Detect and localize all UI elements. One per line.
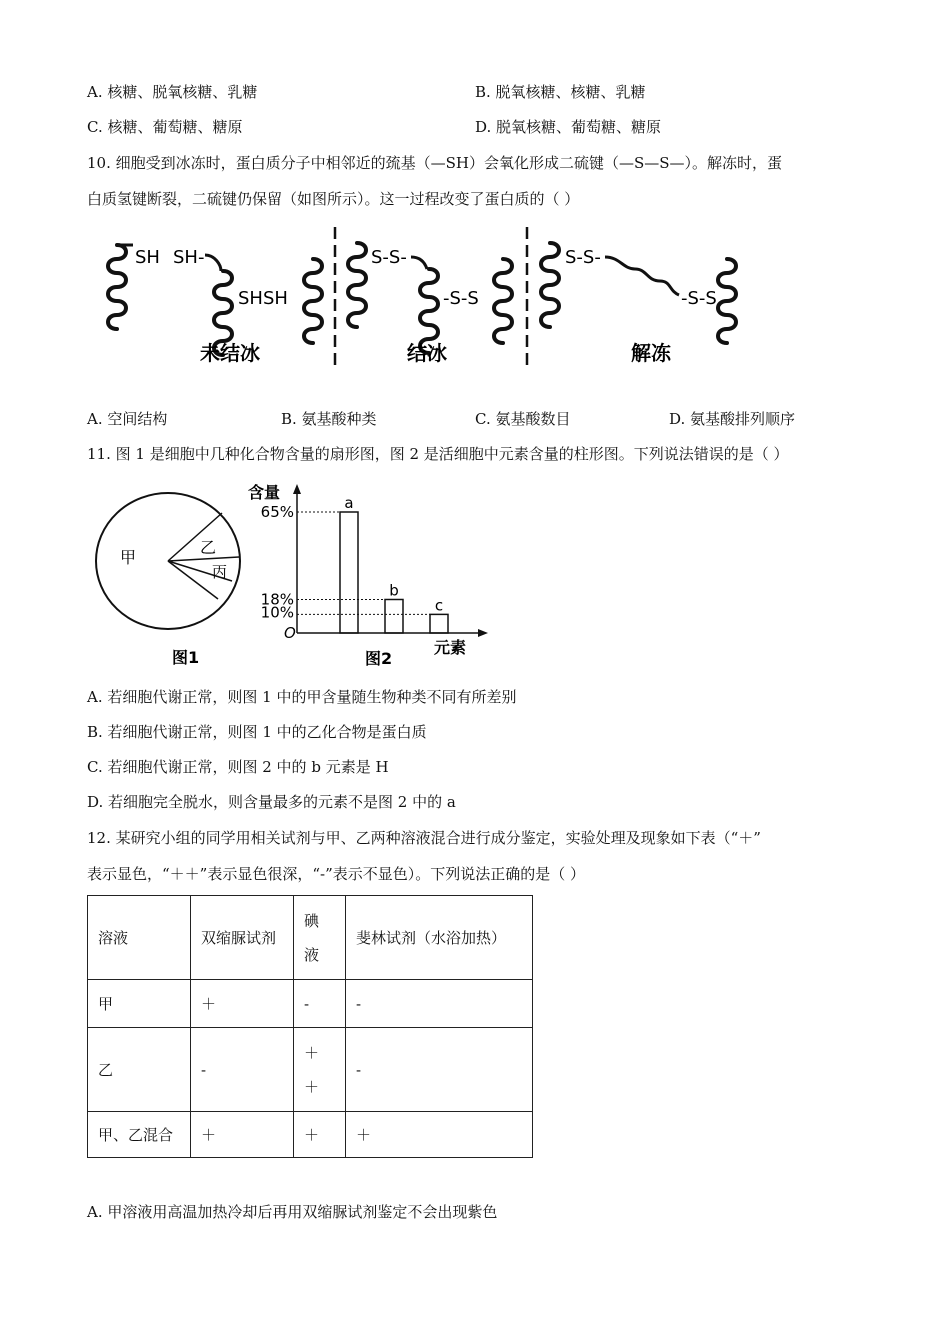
q10-option-b: B. 氨基酸种类 (281, 410, 377, 428)
bar-label-c: c (434, 596, 444, 615)
table-cell: ＋ (191, 1112, 294, 1158)
q12-results-table (87, 895, 533, 1158)
bar-group (261, 494, 448, 633)
table-row (88, 980, 533, 1028)
y-tick-label: 18% (260, 590, 294, 609)
q12-stem-line1: 12. 某研究小组的同学用相关试剂与甲、乙两种溶液混合进行成分鉴定，实验处理及现象如下表（“＋” (87, 829, 761, 847)
pie-label-jia: 甲 (120, 548, 137, 567)
protein-freeze-figure (95, 225, 765, 375)
label-unfrozen: 未结冰 (200, 341, 260, 365)
protein-coil-3 (304, 259, 322, 343)
table-cell: - (191, 1028, 294, 1112)
q9-option-d: D. 脱氧核糖、葡萄糖、糖原 (475, 118, 662, 136)
origin-label: O (284, 624, 296, 642)
pie-label-yi: 乙 (200, 538, 217, 557)
pie-label-bing: 丙 (212, 563, 228, 581)
q11-option-a: A. 若细胞代谢正常，则图 1 中的甲含量随生物种类不同有所差别 (87, 688, 517, 706)
table-header-row (88, 896, 533, 980)
table-cell: - (294, 980, 346, 1028)
table-header-cell: 双缩脲试剂 (191, 896, 294, 980)
protein-coil-4 (348, 243, 366, 327)
protein-coil-1 (108, 245, 126, 329)
q9-option-a: A. 核糖、脱氧核糖、乳糖 (87, 83, 258, 101)
q12-stem-line2: 表示显色，“＋＋”表示显色很深，“-”表示不显色）。下列说法正确的是（ ） (87, 865, 586, 883)
table-cell: ＋ (346, 1112, 533, 1158)
y-axis-arrow (293, 484, 301, 494)
bar-label-b: b (389, 581, 399, 600)
shsh-label: SHSH (238, 288, 288, 309)
sh-label-right: SH- (173, 247, 205, 268)
table-cell: 甲 (88, 980, 191, 1028)
q9-option-b: B. 脱氧核糖、核糖、乳糖 (475, 83, 646, 101)
table-cell: 乙 (88, 1028, 191, 1112)
ss-label-1: S-S- (371, 247, 407, 268)
table-cell: - (346, 980, 533, 1028)
q10-stem-line2: 白质氢键断裂，二硫键仍保留（如图所示）。这一过程改变了蛋白质的（ ） (87, 190, 580, 208)
ss-label-2: -S-S (443, 288, 479, 309)
table-cell: ＋ (191, 980, 294, 1028)
pie-edge-2 (168, 557, 239, 561)
sh-label-left: SH (135, 247, 160, 268)
figure1-pie (90, 485, 250, 675)
q11-stem: 11. 图 1 是细胞中几种化合物含量的扇形图，图 2 是活细胞中元素含量的柱形图。下列说法错误的是（ ） (87, 445, 789, 463)
table-cell: 甲、乙混合 (88, 1112, 191, 1158)
q12-option-a: A. 甲溶液用高温加热冷却后再用双缩脲试剂鉴定不会出现紫色 (87, 1203, 498, 1221)
ss-label-3: S-S- (565, 247, 601, 268)
q11-option-b: B. 若细胞代谢正常，则图 1 中的乙化合物是蛋白质 (87, 723, 427, 741)
protein-coil-8 (718, 259, 736, 343)
table-header-cell: 斐林试剂（水浴加热） (346, 896, 533, 980)
figure1-caption: 图1 (172, 648, 200, 667)
table-cell: ＋ ＋ (294, 1028, 346, 1112)
q10-option-d: D. 氨基酸排列顺序 (669, 410, 796, 428)
protein-coil-7 (541, 243, 559, 327)
q11-option-c: C. 若细胞代谢正常，则图 2 中的 b 元素是 H (87, 758, 389, 776)
protein-coil-6 (494, 259, 512, 343)
bar-b (385, 599, 403, 633)
bar-c (430, 614, 448, 633)
unfolded-chain (605, 257, 679, 295)
bar-label-a: a (344, 494, 354, 512)
figure2-caption: 图2 (365, 649, 393, 668)
pie-edge-4 (168, 561, 218, 599)
label-frozen: 结冰 (407, 341, 447, 365)
table-row (88, 1028, 533, 1112)
x-axis-label: 元素 (434, 638, 467, 657)
table-cell: ＋ (294, 1112, 346, 1158)
q10-option-a: A. 空间结构 (87, 410, 168, 428)
table-cell: - (346, 1028, 533, 1112)
q9-option-c: C. 核糖、葡萄糖、糖原 (87, 118, 243, 136)
q10-option-c: C. 氨基酸数目 (475, 410, 571, 428)
label-thawed: 解冻 (631, 341, 671, 365)
figure2-bar-chart (240, 478, 500, 673)
q10-stem-line1: 10. 细胞受到冰冻时，蛋白质分子中相邻近的巯基（—SH）会氧化形成二硫键（—S—S—）。解冻时，蛋 (87, 154, 783, 172)
table-header-cell: 溶液 (88, 896, 191, 980)
y-tick-label: 10% (260, 603, 294, 622)
x-axis-arrow (478, 629, 488, 637)
table-header-cell: 碘 液 (294, 896, 346, 980)
y-axis-label: 含量 (248, 483, 281, 502)
table-row (88, 1112, 533, 1158)
y-tick-label: 65% (260, 503, 294, 521)
ss-label-4: -S-S (681, 288, 717, 309)
q11-option-d: D. 若细胞完全脱水，则含量最多的元素不是图 2 中的 a (87, 793, 456, 811)
